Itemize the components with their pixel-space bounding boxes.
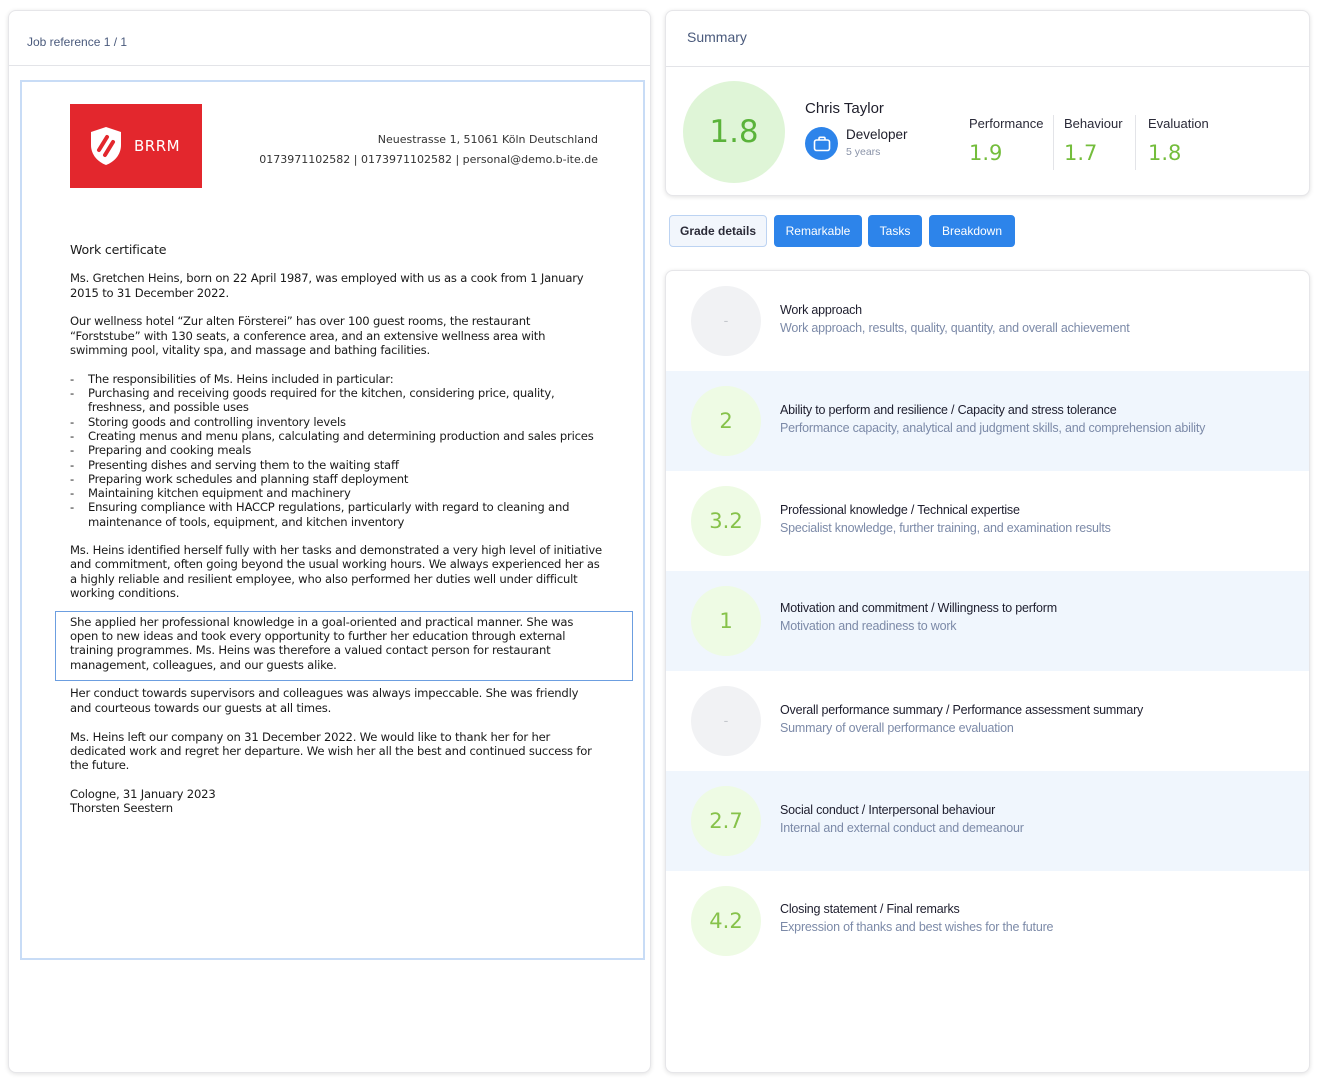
metric-divider bbox=[1135, 115, 1136, 170]
document-paragraph: She applied her professional knowledge in a goal-oriented and practical manner. She was open to new ideas and took every opportunity to further her education through external training programmes. Ms. Heins was therefore a valued contact person for restaurant management, colleagues, and our guests alike. bbox=[70, 614, 574, 672]
grade-circle: - bbox=[691, 286, 761, 356]
document-body bbox=[70, 243, 602, 816]
grade-description: Motivation and readiness to work bbox=[780, 619, 957, 633]
grade-circle: - bbox=[691, 686, 761, 756]
grade-title: Professional knowledge / Technical expertise bbox=[780, 503, 1020, 517]
grade-title: Motivation and commitment / Willingness to perform bbox=[780, 601, 1057, 615]
document-paragraph: Ms. Gretchen Heins, born on 22 April 1987, was employed with us as a cook from 1 January 2015 to 31 December 2022. bbox=[70, 271, 584, 300]
document-paragraph: Her conduct towards supervisors and colleagues was always impeccable. She was friendly and courteous towards our guests at all times. bbox=[70, 686, 579, 715]
summary-header: Summary bbox=[666, 11, 1309, 67]
grade-row[interactable] bbox=[666, 771, 1310, 871]
role-years: 5 years bbox=[846, 146, 881, 158]
responsibilities-list bbox=[70, 372, 602, 529]
list-item: - Purchasing and receiving goods required for the kitchen, considering price, quality, freshness, and possible uses bbox=[70, 386, 602, 415]
metric-behaviour bbox=[1064, 116, 1123, 165]
highlighted-paragraph[interactable]: Ms. Heins identified herself fully with her tasks and demonstrated a very high level of initiative and commitment, often going beyond the usual working hours. We always experienced her as a highly reliable and resilient employee, who also performed her duties well under difficult working conditions. bbox=[70, 543, 602, 600]
document-viewer-panel bbox=[8, 10, 651, 1073]
address-line: Neuestrasse 1, 51061 Köln Deutschland bbox=[377, 133, 598, 146]
metric-value: 1.8 bbox=[1148, 141, 1182, 165]
grade-title: Overall performance summary / Performance assessment summary bbox=[780, 703, 1144, 717]
grade-row[interactable] bbox=[666, 371, 1310, 471]
overall-grade-circle: 1.8 bbox=[683, 81, 785, 183]
signoff-name: Thorsten Seestern bbox=[70, 801, 173, 816]
company-logo bbox=[70, 104, 202, 188]
document-page bbox=[20, 80, 645, 960]
list-item: - Maintaining kitchen equipment and machinery bbox=[70, 486, 602, 500]
job-reference-label: Job reference 1 / 1 bbox=[9, 11, 650, 66]
metric-value: 1.9 bbox=[969, 141, 1003, 165]
metric-label: Evaluation bbox=[1148, 116, 1209, 131]
grade-circle: 3.2 bbox=[691, 486, 761, 556]
list-item: - Presenting dishes and serving them to the waiting staff bbox=[70, 458, 602, 472]
signoff-place-date: Cologne, 31 January 2023 bbox=[70, 786, 216, 801]
role-title: Developer bbox=[846, 127, 908, 142]
grade-row[interactable] bbox=[666, 671, 1310, 771]
metric-label: Performance bbox=[969, 116, 1044, 131]
list-item: - The responsibilities of Ms. Heins included in particular: bbox=[70, 372, 602, 386]
tab-breakdown[interactable]: Breakdown bbox=[929, 215, 1015, 247]
metric-label: Behaviour bbox=[1064, 116, 1123, 131]
briefcase-icon-svg bbox=[813, 136, 831, 152]
grade-description: Specialist knowledge, further training, and examination results bbox=[780, 521, 1111, 535]
grade-description: Expression of thanks and best wishes for the future bbox=[780, 920, 1054, 934]
grades-panel bbox=[665, 270, 1310, 1073]
document-address bbox=[259, 130, 598, 170]
person-name: Chris Taylor bbox=[805, 100, 884, 117]
grade-title: Closing statement / Final remarks bbox=[780, 902, 960, 916]
grade-description: Summary of overall performance evaluation bbox=[780, 721, 1014, 735]
list-item: - Storing goods and controlling inventory levels bbox=[70, 415, 602, 429]
document-title: Work certificate bbox=[70, 242, 167, 257]
logo-text: BRRM bbox=[134, 137, 181, 155]
document-paragraph: Ms. Heins left our company on 31 December 2022. We would like to thank her for her dedicated work and regret her departure. We wish her all the best and continued success for the future. bbox=[70, 729, 592, 773]
grade-row[interactable] bbox=[666, 271, 1310, 371]
tab-tasks[interactable]: Tasks bbox=[868, 215, 922, 247]
shield-logo-icon bbox=[88, 125, 124, 167]
metric-divider bbox=[1053, 115, 1054, 170]
grade-description: Internal and external conduct and demeanour bbox=[780, 821, 1024, 835]
grade-circle: 2.7 bbox=[691, 786, 761, 856]
briefcase-icon bbox=[805, 127, 838, 160]
grade-description: Performance capacity, analytical and judgment skills, and comprehension ability bbox=[780, 421, 1206, 435]
list-item: - Preparing and cooking meals bbox=[70, 443, 602, 457]
list-item: - Creating menus and menu plans, calculating and determining production and sales prices bbox=[70, 429, 602, 443]
grade-circle: 4.2 bbox=[691, 886, 761, 956]
document-paragraph: Our wellness hotel “Zur alten Försterei” has over 100 guest rooms, the restaurant “Forststube” with 130 seats, a conference area, and an extensive wellness area with swimming pool, vitality spa, and massage and bathing facilities. bbox=[70, 314, 546, 357]
list-item: - Preparing work schedules and planning staff deployment bbox=[70, 472, 602, 486]
tab-remarkable[interactable]: Remarkable bbox=[774, 215, 862, 247]
metric-performance bbox=[969, 116, 1043, 165]
grade-row[interactable] bbox=[666, 471, 1310, 571]
tab-grade-details[interactable]: Grade details bbox=[669, 215, 767, 247]
metric-evaluation bbox=[1148, 116, 1209, 165]
grade-title: Ability to perform and resilience / Capacity and stress tolerance bbox=[780, 403, 1117, 417]
metric-value: 1.7 bbox=[1064, 141, 1098, 165]
grade-row[interactable] bbox=[666, 871, 1310, 971]
grade-circle: 2 bbox=[691, 386, 761, 456]
grade-title: Social conduct / Interpersonal behaviour bbox=[780, 803, 996, 817]
list-item: - Ensuring compliance with HACCP regulations, particularly with regard to cleaning and maintenance of tools, equipment, and kitchen inventory bbox=[70, 500, 602, 529]
grade-circle: 1 bbox=[691, 586, 761, 656]
grade-row[interactable] bbox=[666, 571, 1310, 671]
summary-panel bbox=[665, 10, 1310, 196]
contact-line: 0173971102582 | 0173971102582 | personal@demo.b-ite.de bbox=[259, 153, 598, 166]
grade-title: Work approach bbox=[780, 303, 862, 317]
grade-description: Work approach, results, quality, quantity, and overall achievement bbox=[780, 321, 1130, 335]
